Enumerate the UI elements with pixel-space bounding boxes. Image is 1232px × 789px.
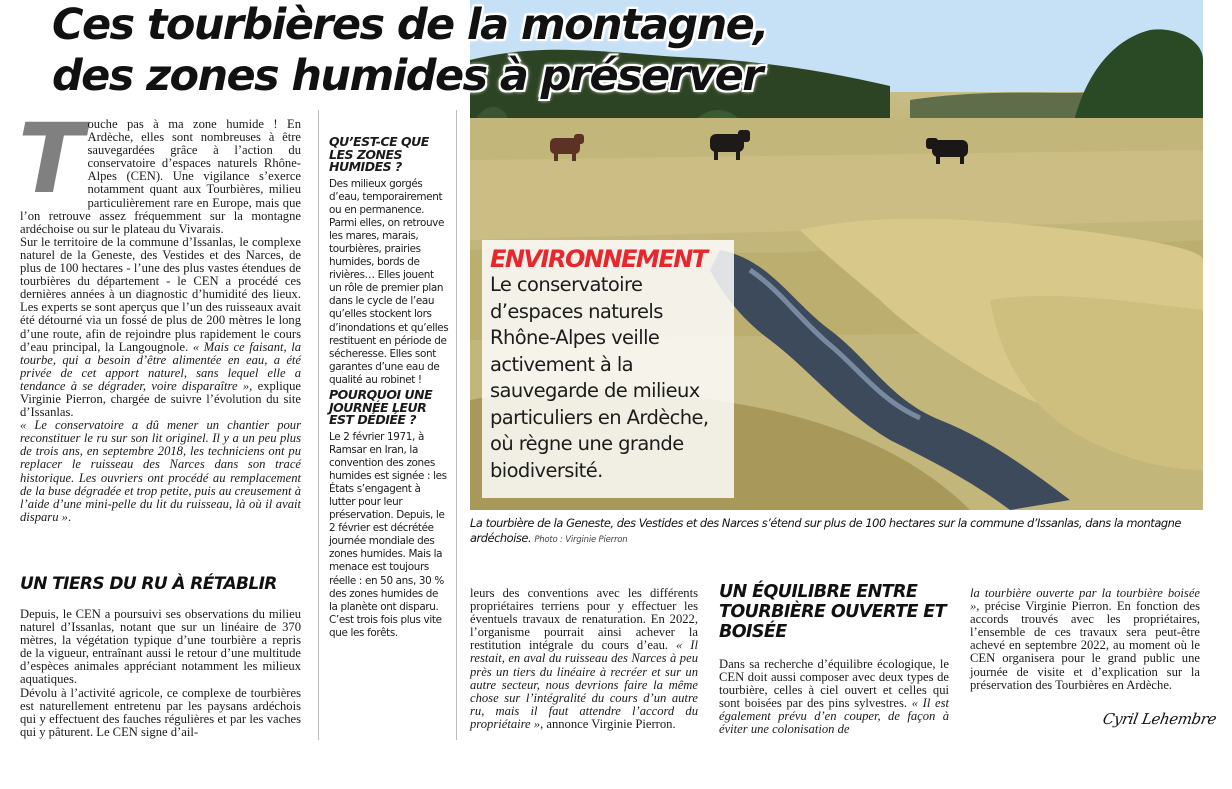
- callout-kicker: ENVIRONNEMENT: [490, 245, 707, 273]
- sidebar-box: [329, 136, 449, 640]
- article-column-3: [470, 587, 698, 731]
- sidebar-question-1: QU’EST-CE QUE LES ZONES HUMIDES ?: [329, 134, 429, 174]
- dropcap: T: [18, 103, 84, 215]
- article-paragraph-5: Dévolu à l’activité agricole, ce complexe de tourbières est naturellement entretenu par les paysans ardéchois qui y effectuent des fauches régulières et par les vaches qui y pâturent. Le CEN signe d’ail-: [20, 685, 301, 739]
- article-paragraph-8: la tourbière ouverte par la tourbière boisée », précise Virginie Pierron. En fonction des accords trouvés avec les propriétaires, l’ensemble de ces travaux sera peut-être achevé en septembre 2022, au moment où le CEN organisera pour le grand public une journée de visite et d’explication sur la préservation des Tourbières en Ardèche.: [970, 586, 1200, 692]
- article-column-5: [970, 587, 1200, 692]
- headline-line-2: des zones humides à préserver: [52, 51, 762, 101]
- article-intro: ouche pas à ma zone humide ! En Ardèche, elles sont nombreuses à être sauvegardées grâce à l’action du conservatoire d’espaces naturels Rhône-Alpes (CEN). Une vigilance s’exerce notamment quant aux Tourbières, milieu particulièrement rare en Europe, mais que l’on retrouve assez fréquemment sur la montagne ardéchoise ou sur le plateau du Vivarais.: [20, 117, 301, 236]
- column-rule-2: [456, 110, 457, 740]
- callout-text: Le conservatoire d’espaces naturels Rhône-Alpes veille activement à la sauvegarde de milieux particuliers en Ardèche, où règne une grande biodiversité.: [490, 273, 709, 482]
- caption-text: La tourbière de la Geneste, des Vestides et des Narces s’étend sur plus de 100 hectares sur la commune d’Issanlas, dans la montagne ardéchoise.: [470, 516, 1181, 545]
- column-rule-1: [318, 110, 319, 740]
- article-paragraph-4: Depuis, le CEN a poursuivi ses observations du milieu naturel d’Issanlas, notant que sur un linéaire de 370 mètres, la végétation typique d’une tourbière a repris de la vigueur, entraînant aussi le retour d’une multitude d’espèces animales appréciant notamment les milieux aquatiques.: [20, 607, 301, 687]
- article-paragraph-7: Dans sa recherche d’équilibre écologique, le CEN doit aussi composer avec deux types de tourbière, celles à ciel ouvert et celles qui sont boisées par des pins sylvestres. « Il est également prévu d’en couper, de façon à éviter une colonisation de: [719, 657, 949, 737]
- sidebar-answer-1: Des milieux gorgés d’eau, temporairement ou en permanence. Parmi elles, on retrouve les mares, marais, tourbières, prairies humides, bords de rivières… Elles jouent un rôle de premier plan dans le cycle de l’eau qu’elles stockent lors d’inondations et qu’elles restituent en période de sécheresse. Elles sont garantes d’une eau de qualité au robinet !: [329, 177, 449, 386]
- callout-box: [482, 240, 734, 498]
- article-paragraph-3: « Le conservatoire a dû mener un chantier pour reconstituer le ru sur son lit originel. Il y a un peu plus de trois ans, en septembre 2018, les techniciens ont pu replacer le ruisseau des Narces dans son tracé historique. Les ouvriers ont procédé au remplacement de la buse dégradée et trop petite, puis au creusement à l’aide d’une mini-pelle du lit du ruisseau, là où il avait disparu ».: [20, 418, 301, 524]
- sidebar-question-2: POURQUOI UNE JOURNÉE LEUR EST DÉDIÉE ?: [329, 387, 433, 427]
- headline-line-1: Ces tourbières de la montagne,: [52, 0, 768, 50]
- photo-credit: Photo : Virginie Pierron: [534, 535, 628, 545]
- author-signature: Cyril Lehembre: [1101, 710, 1218, 728]
- subhead-equilibre: UN ÉQUILIBRE ENTRE TOURBIÈRE OUVERTE ET BOISÉE: [719, 582, 946, 642]
- photo-caption: [470, 516, 1200, 548]
- subhead-tiers-du-ru: UN TIERS DU RU À RÉTABLIR: [20, 574, 277, 594]
- article-column-1: [18, 103, 301, 524]
- article-paragraph-6: leurs des conventions avec les différents propriétaires terriens pour y effectuer les éventuels travaux de renaturation. En 2022, l’organisme pourrait ainsi achever la restitution intégrale du cours d’eau. « Il restait, en aval du ruisseau des Narces à peu près un tiers du linéaire à recréer et sur un autre secteur, nous devrions faire la même chose sur l’intégralité du cours d’un autre ru, mais il faut attendre l’accord du propriétaire », annonce Virginie Pierron.: [470, 586, 698, 731]
- article-column-4: [719, 658, 949, 737]
- article-paragraph-2: Sur le territoire de la commune d’Issanlas, le complexe naturel de la Geneste, des Vestides et des Narces, de plus de 100 hectares - l’une des plus vastes étendues de tourbières du département - le CEN a procédé ces dernières années à un diagnostic d’humidité des lieux. Les experts se sont aperçus que l’un des ruisseaux avait été détourné via un fossé de plus de 200 mètres le long d’une route, afin de rejoindre plus rapidement le cours d’eau principal, la Langougnole. « Mais ce faisant, la tourbe, qui a besoin d’être alimentée en eau, a été privée de cet apport naturel, sans lequel elle a tendance à se dégrader, voire disparaître », explique Virginie Pierron, chargée de suivre l’évolution du site d’Issanlas.: [20, 234, 301, 420]
- article-column-1-bottom: [20, 608, 301, 739]
- headline: [52, 0, 768, 102]
- sidebar-answer-2: Le 2 février 1971, à Ramsar en Iran, la convention des zones humides est signée : les États s’engagent à lutter pour leur préservation. Depuis, le 2 février est décrétée journée mondiale des zones humides. Mais la menace est toujours réelle : en 50 ans, 30 % des zones humides de la planète ont disparu. C’est trois fois plus vite que les forêts.: [329, 430, 447, 639]
